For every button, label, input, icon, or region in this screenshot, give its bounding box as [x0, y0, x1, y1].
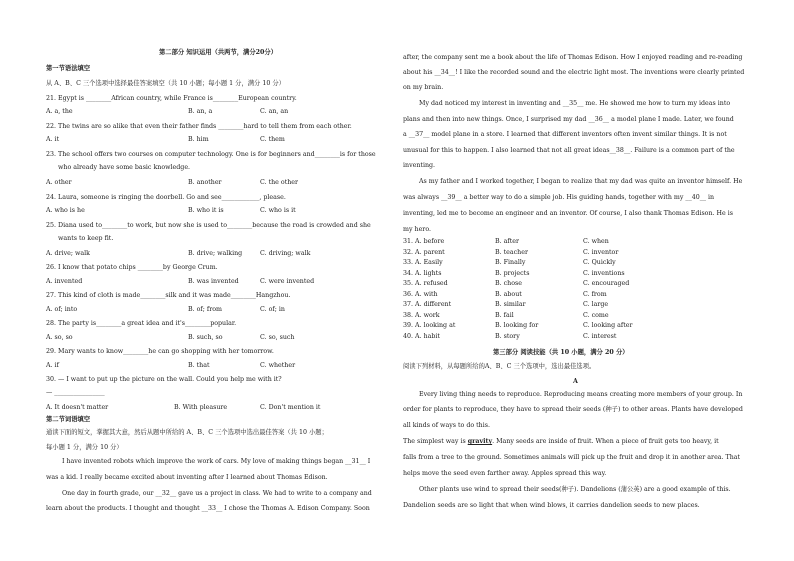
option-c: C. from [583, 290, 607, 298]
option-b: B. looking for [495, 322, 539, 329]
passage-text: My dad noticed my interest in inventing and __ [419, 100, 570, 107]
passage-line-5: after, the company sent me a book about the life of Thomas Edison. How I enjoyed reading and re-reading [403, 54, 743, 61]
option-b: B. an, a [188, 108, 213, 115]
passage-text: was always __ [403, 194, 448, 201]
reading-line-6: helps move the seed even farther away. Apples spread this way. [403, 470, 607, 477]
passage-line-13: As my father and I worked together, I began to realize that my dad was quite an inventor himself. He [419, 178, 743, 185]
option-a: A. it [46, 136, 60, 143]
question-30-reply: — ________________ [46, 389, 105, 396]
option-b: B. was invented [188, 278, 239, 285]
passage-text: I have invented robots which improve the work of cars. My love of making things began __ [62, 458, 352, 465]
question-23-cont: who already have some basic knowledge. [58, 164, 191, 171]
option-b: B. chose [495, 280, 522, 287]
option-b: B. teacher [495, 248, 528, 256]
option-b: B. drive; walking [188, 250, 243, 257]
passage-text: One day in fourth grade, our __ [62, 490, 162, 497]
section1-title: 第一节语法填空 [46, 65, 91, 72]
option-c: C. so, such [260, 334, 295, 341]
question-29: 29. Mary wants to know________he can go shopping with her tomorrow. [46, 348, 274, 355]
option-a: A. a, the [46, 108, 73, 115]
option-b: B. another [188, 179, 222, 186]
reading-line-1: Every living thing needs to reproduce. Reproducing means creating more members of your group. In [419, 391, 743, 398]
passage-text: __! I like the recorded sound and the electric light most. The inventions were clearly printed [448, 69, 745, 76]
option-a: A. drive; walk [46, 250, 90, 257]
option-c: C. looking after [583, 322, 633, 329]
question-23: 23. The school offers two courses on computer technology. One is for beginners and________is for those [46, 151, 376, 158]
option-a: 38. A. work [403, 311, 440, 319]
option-c: C. whether [260, 362, 296, 369]
option-c: C. who is it [260, 207, 296, 214]
blank-number: 40 [691, 194, 700, 201]
option-a: A. invented [46, 278, 83, 285]
passage-line-3 [62, 490, 372, 498]
option-b: B. of; from [188, 306, 222, 313]
option-a: 35. A. refused [403, 280, 448, 287]
section2-instructions-2: 每小题 1 分，满分 10 分） [46, 444, 123, 451]
option-a: 31. A. before [403, 238, 445, 245]
passage-text: about his __ [403, 69, 441, 76]
passage-text: unusual for this to happen. I also learned that not all great ideas__ [403, 147, 616, 154]
question-25-cont: wants to keep fit. [58, 235, 114, 242]
option-c: C. interest [583, 332, 617, 340]
option-a: A. if [46, 362, 59, 369]
passage-line-4 [46, 505, 370, 513]
option-a: 37. A. different [403, 301, 452, 308]
section1-instructions: 从 A、B、C 三个选项中选择最佳答案填空（共 10 小题；每小题 1 分，满分 10 分） [46, 80, 285, 87]
option-c: C. an, an [260, 108, 289, 115]
option-c: C. encouraged [583, 280, 630, 287]
option-b: B. story [495, 332, 520, 340]
passage-text: plans and then into new things. Once, I surprised my dad __ [403, 116, 595, 123]
passage-text: __ me. He showed me how to turn my ideas into [577, 100, 731, 107]
option-a: 32. A. parent [403, 248, 445, 256]
part3-instructions: 阅读下列材料，从每题所给的A、B、C 三个选项中，选出最佳选项。 [403, 363, 596, 370]
passage-line-8 [419, 100, 730, 108]
blank-number: 35 [569, 100, 578, 107]
passage-line-2: was a kid. I really became excited about inventing after I learned about Thomas Edison. [46, 474, 328, 481]
option-b: B. projects [495, 269, 530, 277]
passage-line-7: on my brain. [403, 84, 444, 91]
blank-number: 37 [415, 131, 424, 138]
passage-text: a __ [403, 131, 416, 138]
option-c: C. inventor [583, 248, 619, 256]
blank-number: 31 [351, 458, 360, 465]
option-b: B. With pleasure [174, 404, 228, 411]
option-b: B. about [495, 290, 522, 298]
blank-number: 39 [447, 194, 456, 201]
option-c: C. when [583, 238, 609, 245]
passage-line-12: inventing. [403, 162, 436, 169]
option-c: C. were invented [260, 278, 315, 285]
passage-text: __. Failure is a common part of the [623, 147, 735, 154]
option-a: 36. A. with [403, 290, 438, 298]
passage-line-1 [62, 458, 370, 466]
section2-instructions-1: 通读下面的短文，掌握其大意，然后从题中所给的 A、B、C 三个选项中选出最佳答案（共 10 小题； [46, 429, 328, 436]
passage-text: learn about the products. I thought and thought __ [46, 505, 208, 512]
reading-line-2: order for plants to reproduce, they have to spread their seeds (种子) to other areas. Plants have developed [403, 406, 743, 413]
option-a: A. other [46, 179, 72, 186]
option-c: C. large [583, 301, 609, 308]
reading-line-8: Dandelion seeds are so light that when wind blows, it carries dandelion seeds to new places. [403, 502, 700, 509]
option-a: A. It doesn't matter [46, 404, 109, 411]
option-b: B. fail [495, 311, 514, 319]
passage-line-9 [403, 116, 734, 124]
blank-number: 38 [615, 147, 624, 154]
passage-line-16: my hero. [403, 226, 432, 233]
passage-line-15: inventing, led me to become an engineer and an inventor. Of course, I also thank Thomas Edison. He is [403, 210, 733, 217]
passage-text: __ a better way to do a simple job. His guiding hands, together with my __ [455, 194, 692, 201]
passage-text: __ in [699, 194, 715, 201]
question-24: 24. Laura, someone is ringing the doorbell. Go and see____________, please. [46, 194, 286, 201]
blank-number: 34 [440, 69, 449, 76]
passage-line-11 [403, 147, 735, 155]
passage-text: __ gave us a project in class. We had to write to a company and [169, 490, 372, 497]
option-b: B. Finally [495, 259, 526, 266]
passage-text: __ I chose the Thomas A. Edison Company. Soon [216, 505, 370, 512]
option-b: B. after [495, 238, 519, 245]
option-c: C. them [260, 136, 285, 143]
reading-line-3: all kinds of ways to do this. [403, 422, 490, 429]
passage-text: __ I [359, 458, 371, 465]
passage-text: __ model plane in a store. I learned that different inventors often invent similar things. It is not [423, 131, 727, 138]
question-25: 25. Diana used to________to work, but now she is used to________because the road is crowded and she [46, 222, 371, 229]
question-22: 22. The twins are so alike that even their father finds ________hard to tell them from each other. [46, 123, 352, 130]
option-c: C. inventions [583, 269, 625, 277]
option-a: 34. A. lights [403, 269, 442, 277]
part3-title: 第三部分 阅读技能（共 10 小题，满分 20 分） [493, 349, 629, 356]
option-b: B. who it is [188, 207, 224, 214]
question-27: 27. This kind of cloth is made________silk and it was made________Hangzhou. [46, 292, 291, 299]
option-b: B. that [188, 362, 210, 369]
option-b: B. similar [495, 301, 526, 308]
blank-number: 33 [207, 505, 216, 512]
reading-line-4 [403, 438, 719, 446]
reading-text: The simplest way is [403, 438, 468, 445]
option-b: B. him [188, 136, 209, 143]
question-26: 26. I know that potato chips ________by George Crum. [46, 264, 218, 271]
passage-text: __ a model plane I made. Later, we found [602, 116, 734, 123]
option-a: A. so, so [46, 334, 73, 341]
question-30: 30. — I want to put up the picture on the wall. Could you help me with it? [46, 376, 282, 383]
blank-number: 32 [161, 490, 170, 497]
reading-text: . Many seeds are inside of fruit. When a piece of fruit gets too heavy, it [492, 438, 719, 445]
passage-line-6 [403, 69, 744, 77]
section2-title: 第二节词语填空 [46, 416, 91, 423]
option-b: B. such, so [188, 334, 223, 341]
option-a: A. who is he [46, 207, 85, 214]
question-28: 28. The party is________a great idea and it's________popular. [46, 320, 237, 327]
option-c: C. Don't mention it [260, 404, 321, 411]
option-c: C. Quickly [583, 259, 616, 266]
option-c: C. come [583, 311, 609, 319]
option-a: 33. A. Easily [403, 259, 443, 266]
passage-line-10 [403, 131, 727, 139]
question-21: 21. Egypt is ________African country, while France is________European country. [46, 95, 297, 102]
reading-line-5: falls from a tree to the ground. Sometimes animals will pick up the fruit and drop it in another area. That [403, 454, 741, 461]
part2-title: 第二部分 知识运用（共两节，满分20分） [158, 49, 277, 56]
option-c: C. of; in [260, 306, 285, 313]
option-a: 39. A. looking at [403, 322, 456, 329]
option-c: C. driving; walk [260, 250, 311, 257]
option-a: 40. A. habit [403, 332, 440, 340]
option-a: A. of; into [46, 306, 78, 313]
blank-number: 36 [594, 116, 603, 123]
underlined-word: gravity [467, 438, 493, 445]
reading-line-7: Other plants use wind to spread their seeds(种子). Dandelions (蒲公英) are a good example of this. [419, 486, 731, 493]
passage-line-14 [403, 194, 714, 202]
option-c: C. the other [260, 179, 299, 186]
passage-label: A [573, 378, 578, 385]
